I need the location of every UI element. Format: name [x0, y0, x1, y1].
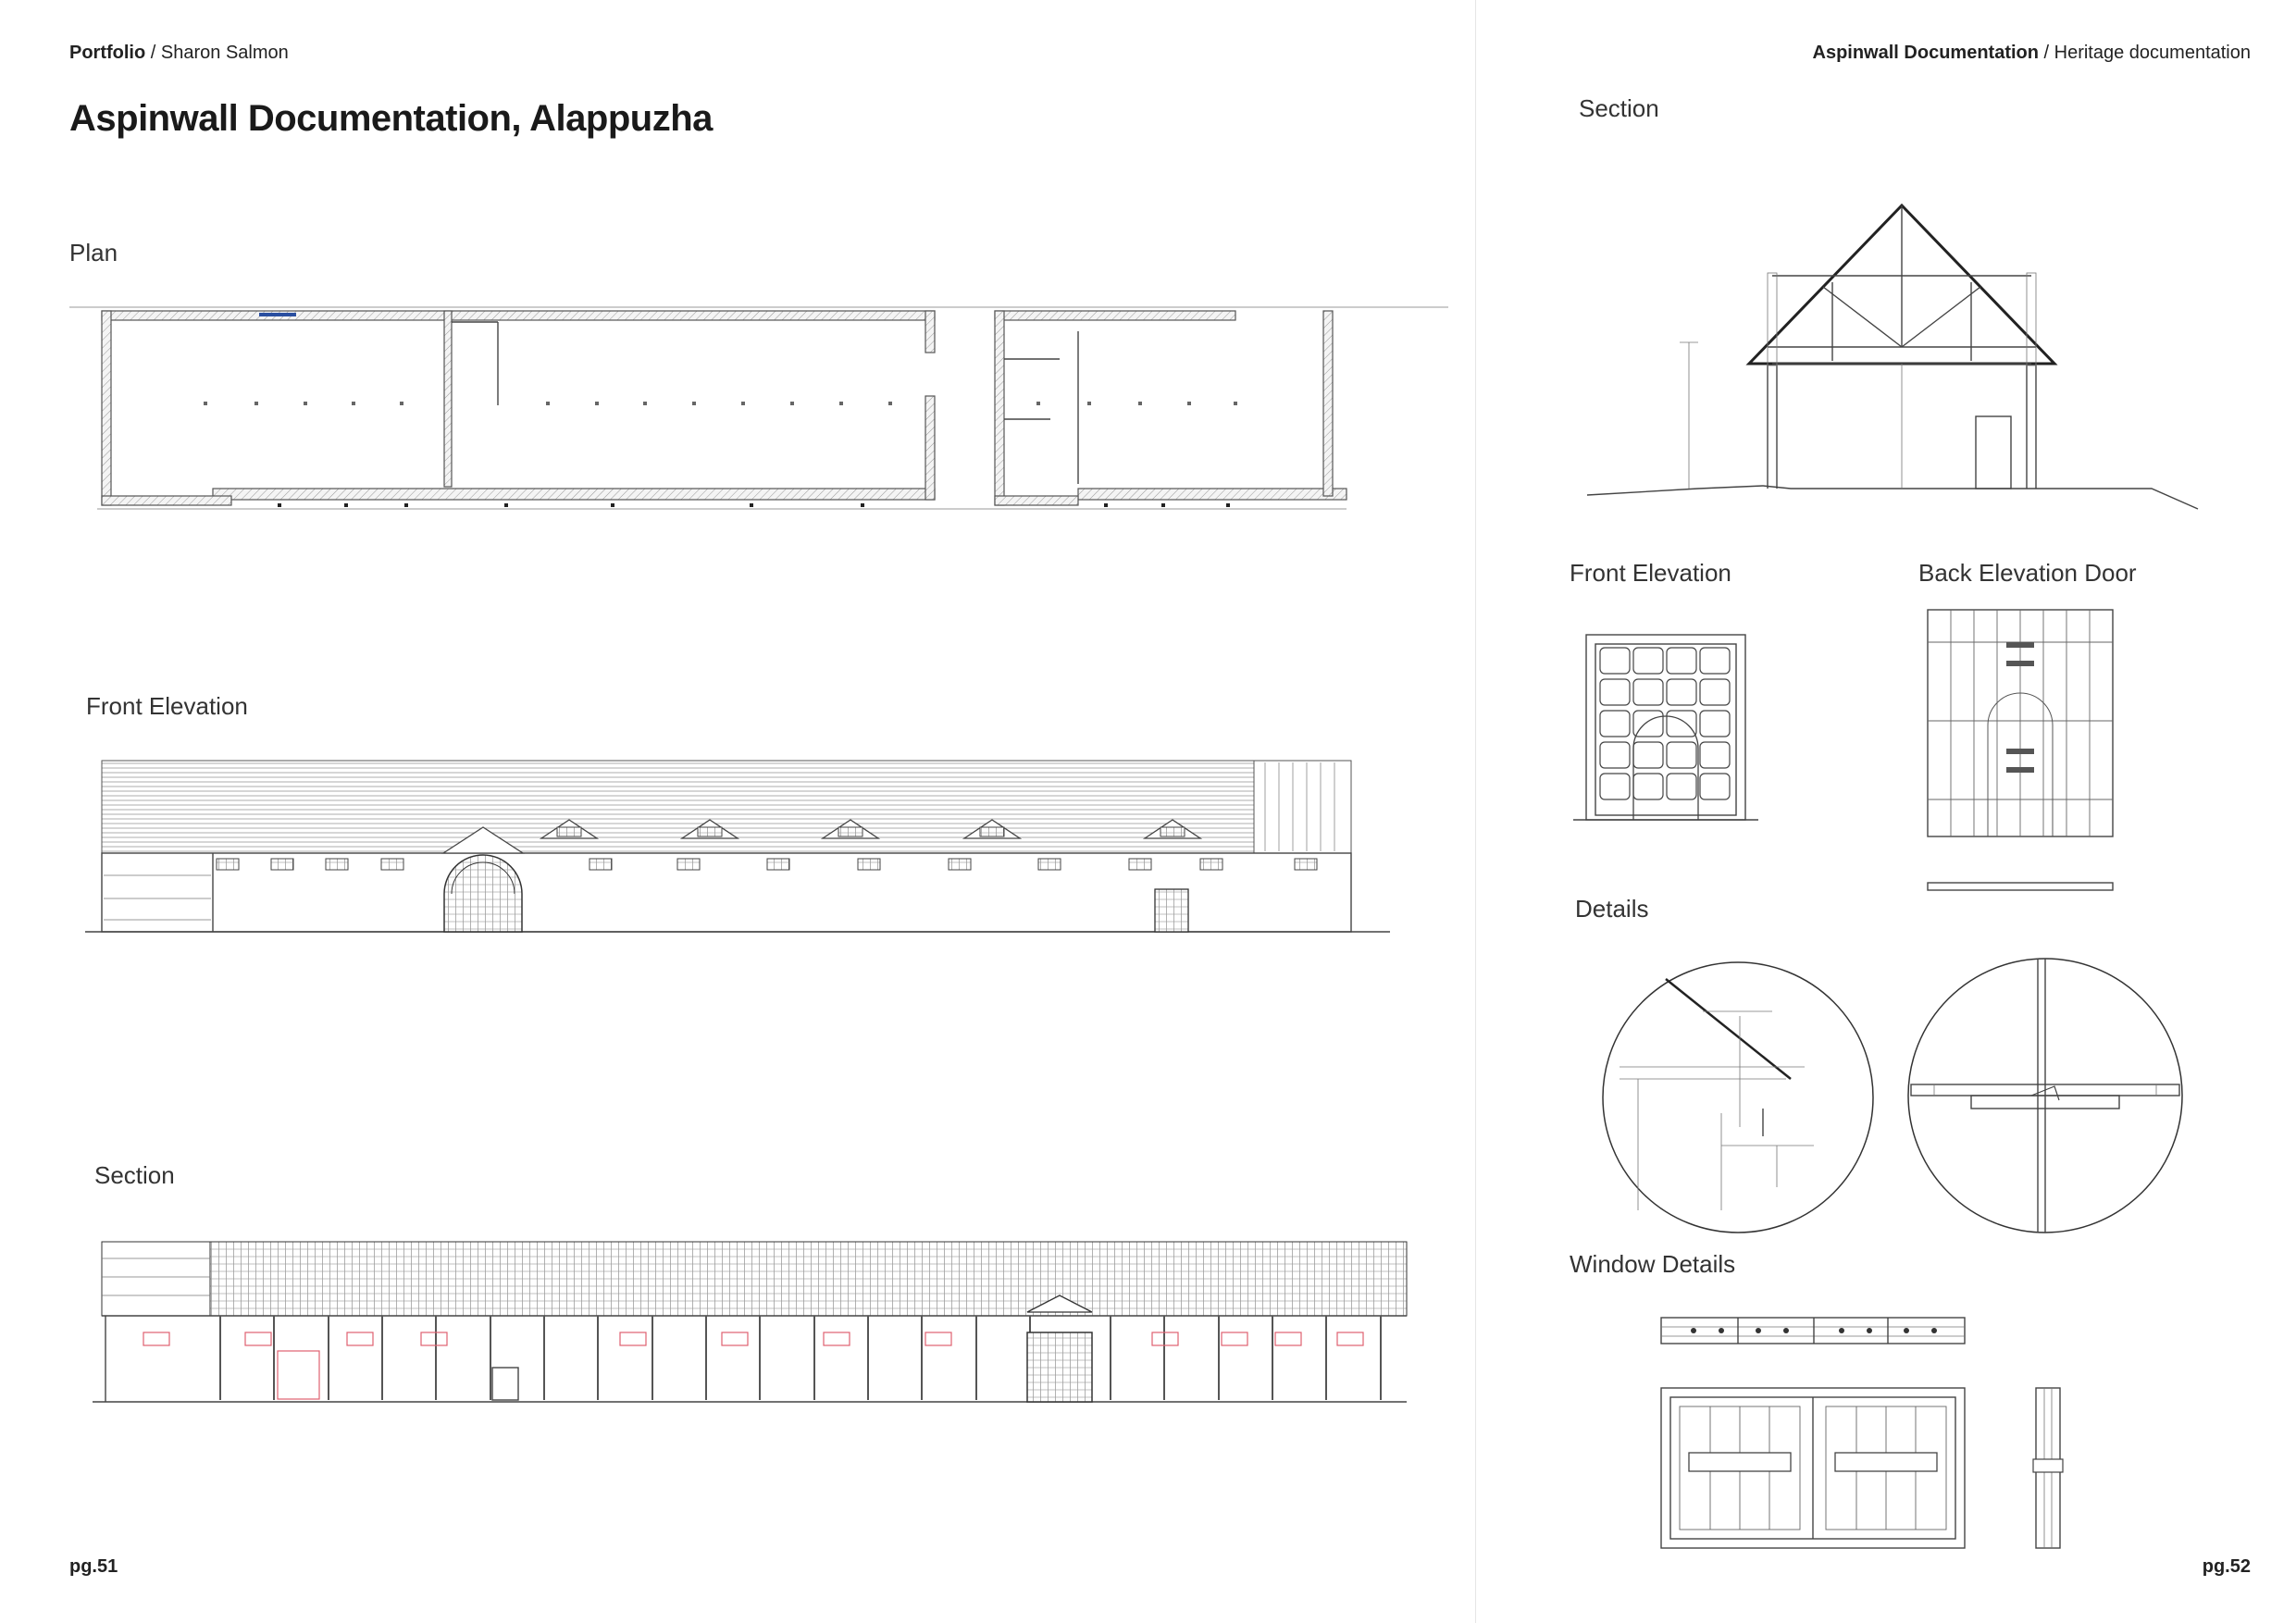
right-header-bold: Aspinwall Documentation — [1812, 43, 2039, 63]
left-page-number: pg.51 — [69, 1556, 118, 1577]
right-page-number: pg.52 — [2202, 1556, 2251, 1577]
back-elevation-door-drawing — [1923, 605, 2117, 901]
door-detail-drawing — [1906, 957, 2184, 1234]
front-elevation-label: Front Elevation — [86, 692, 248, 720]
window-details-label: Window Details — [1570, 1250, 1736, 1278]
window-plan-drawing — [1657, 1314, 1971, 1351]
page-title: Aspinwall Documentation, Alappuzha — [69, 98, 713, 139]
section-label: Section — [94, 1161, 175, 1189]
section-drawing — [93, 1231, 1407, 1416]
roof-detail-drawing — [1601, 960, 1879, 1238]
back-elevation-door-label: Back Elevation Door — [1918, 559, 2137, 587]
cross-section-label: Section — [1579, 94, 1659, 122]
left-header-bold: Portfolio — [69, 43, 146, 63]
left-header-author: / Sharon Salmon — [145, 43, 289, 63]
right-header-subtitle: / Heritage documentation — [2038, 43, 2251, 63]
right-header — [1813, 43, 2252, 64]
door-front-elevation-label: Front Elevation — [1570, 559, 1731, 587]
plan-drawing — [69, 294, 1448, 516]
door-front-elevation-drawing — [1573, 633, 1758, 827]
window-elevation-drawing — [1657, 1383, 1971, 1555]
front-elevation-drawing — [85, 755, 1399, 940]
left-header — [69, 43, 289, 64]
page-divider — [1475, 0, 1476, 1623]
details-label: Details — [1575, 895, 1649, 923]
cross-section-drawing — [1587, 194, 2207, 518]
window-side-section-drawing — [2031, 1383, 2068, 1555]
plan-label: Plan — [69, 239, 118, 266]
